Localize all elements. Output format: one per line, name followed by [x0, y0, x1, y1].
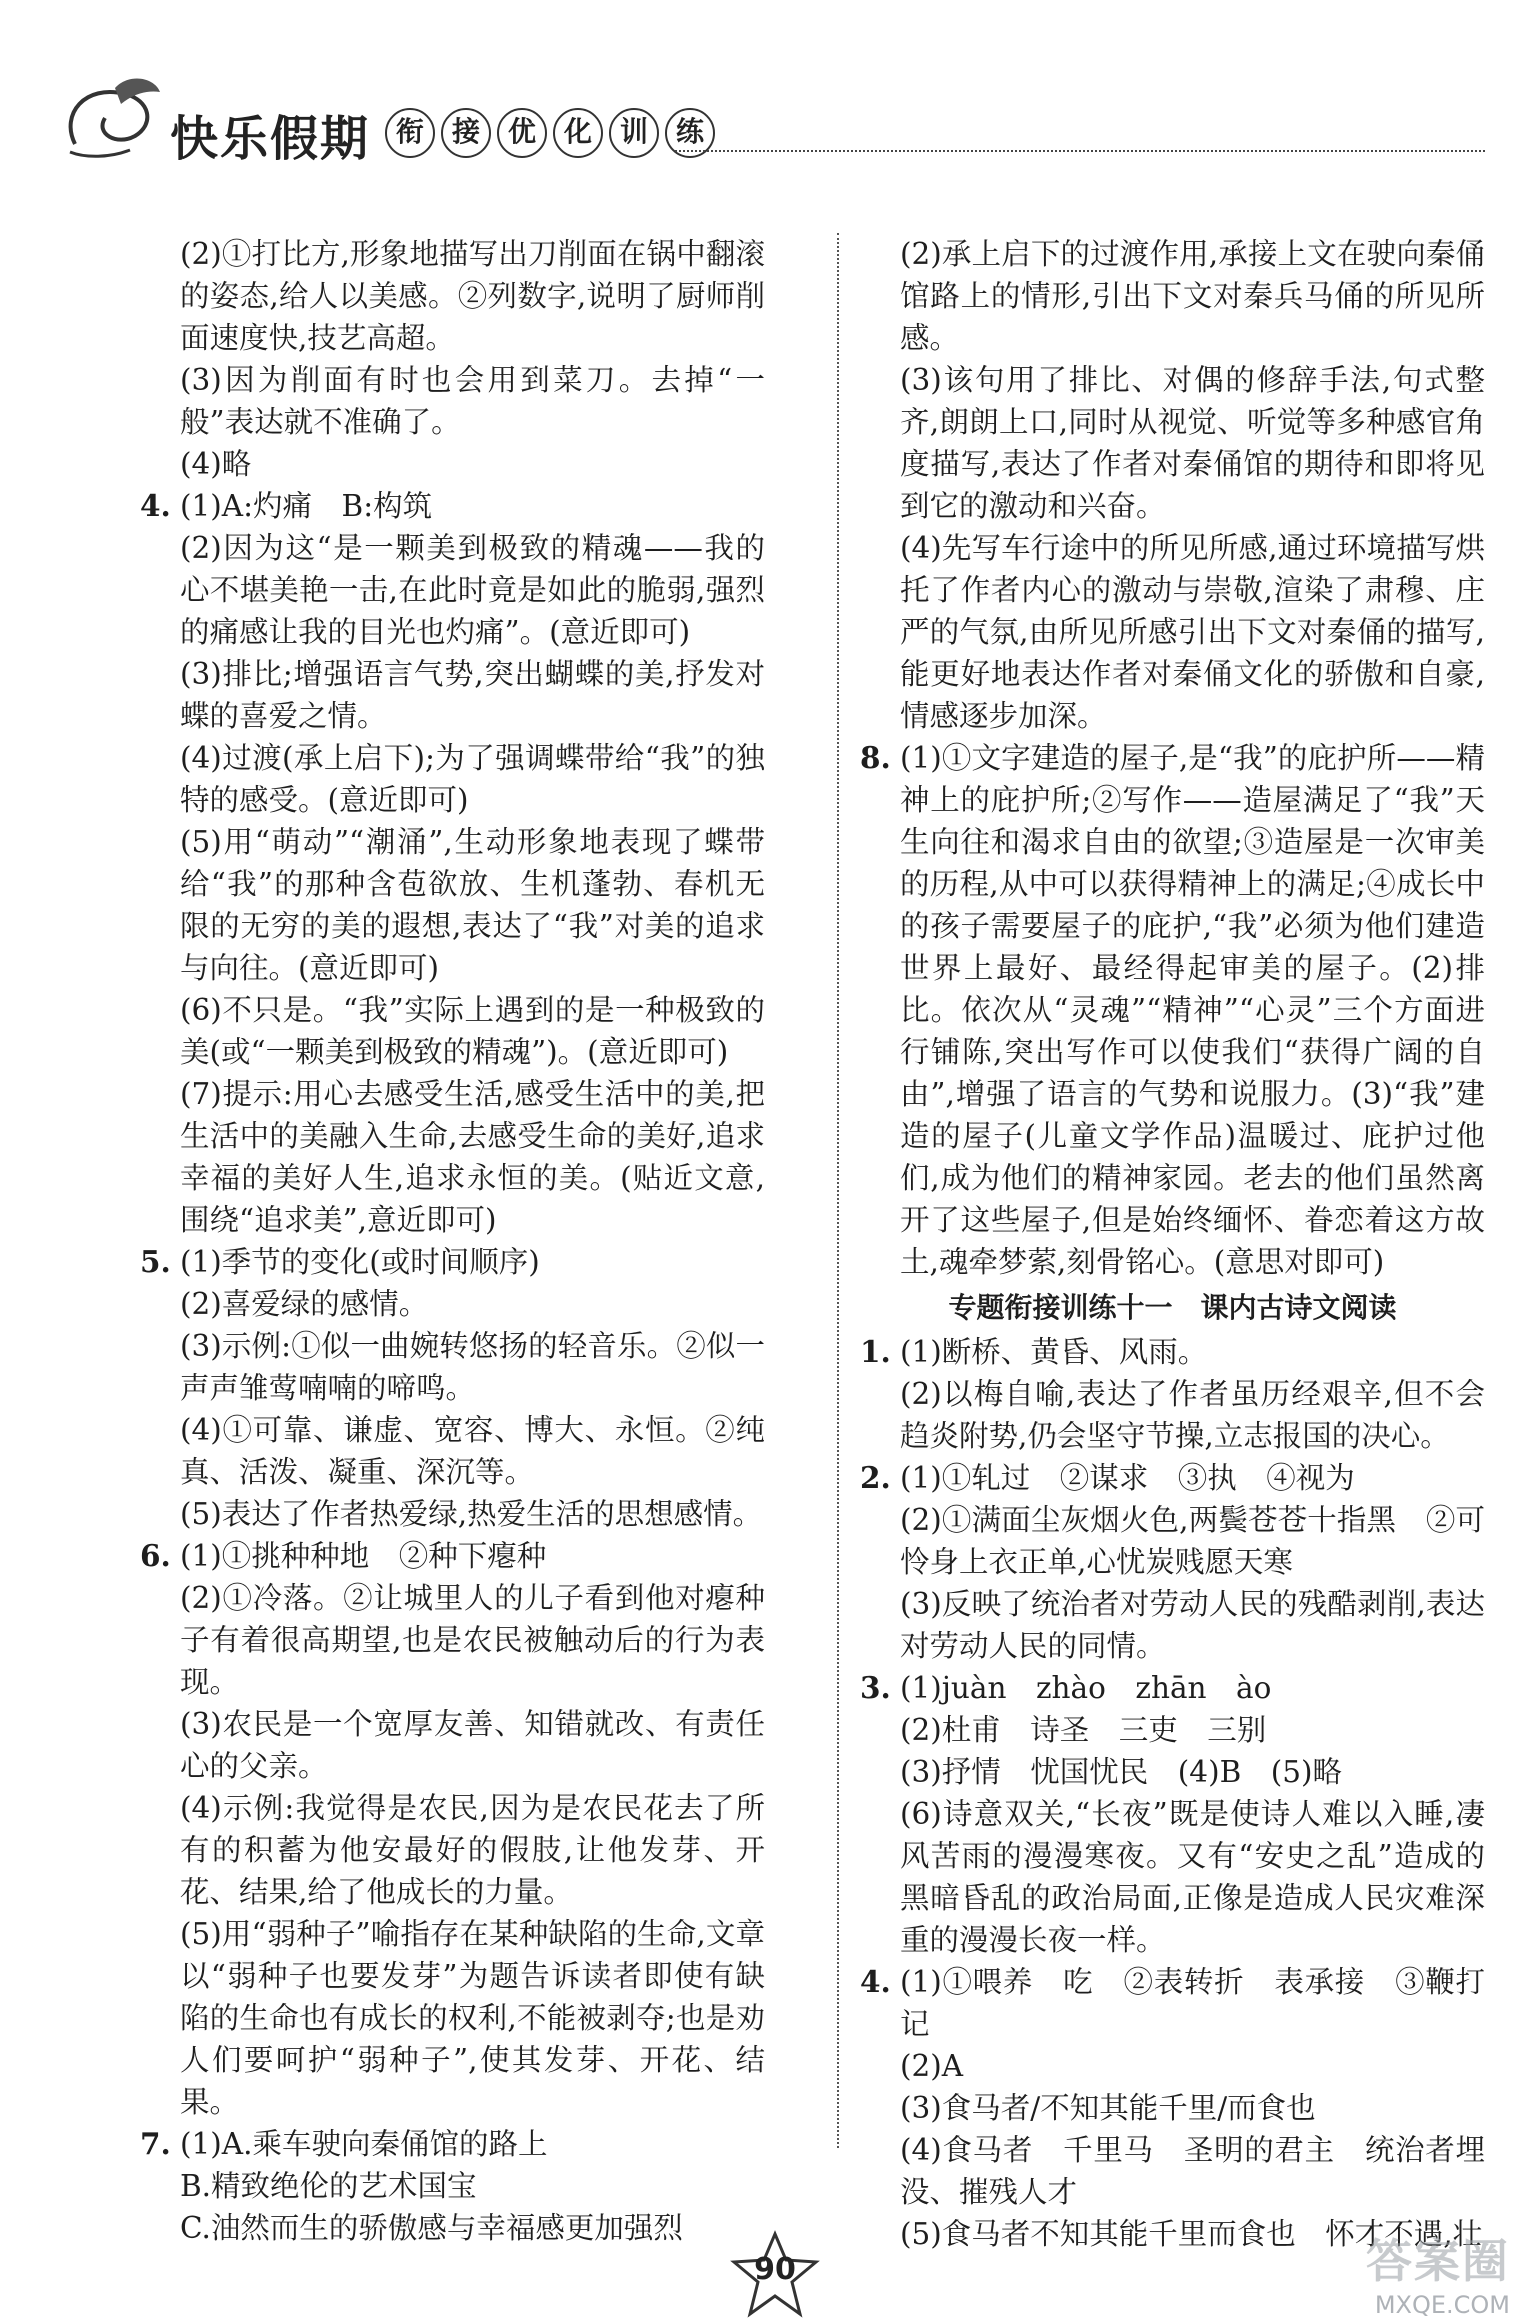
answer-text: (4)①可靠、谦虚、宽容、博大、永恒。②纯真、活泼、凝重、深沉等。 — [180, 1413, 765, 1489]
page-number-badge — [730, 2230, 820, 2320]
page-number: 90 — [754, 2252, 796, 2287]
answer-subitem — [860, 527, 1485, 737]
header-divider — [675, 150, 1485, 152]
answer-text: (2)①冷落。②让城里人的儿子看到他对瘪种子有着很高期望,也是农民被触动后的行为表现。 — [180, 1581, 765, 1699]
page-header — [55, 70, 1485, 180]
answer-text: (6)不只是。“我”实际上遇到的是一种极致的美(或“一颗美到极致的精魂”)。(意近即可) — [180, 993, 765, 1069]
subtitle-chip: 优 — [497, 108, 547, 158]
answer-text: (1)断桥、黄昏、风雨。 — [900, 1335, 1208, 1369]
answer-text: (1)A.乘车驶向秦俑馆的路上 — [180, 2127, 548, 2161]
answer-text: (4)略 — [180, 447, 252, 481]
answer-subitem — [140, 1577, 765, 1703]
answer-text: (3)抒情 忧国忧民 (4)B (5)略 — [900, 1755, 1343, 1789]
answer-text: (1)①文字建造的屋子,是“我”的庇护所——精神上的庇护所;②写作——造屋满足了“我”天生向往和渴求自由的欲望;③造屋是一次审美的历程,从中可以获得精神上的满足;④成长中的孩子需要屋子的庇护,“我”必须为他们建造世界上最好、最经得起审美的屋子。(2)排比。依次从“灵魂”“精神”“心灵”三个方面进行铺陈,突出写作可以使我们“获得广阔的自由”,增强了语言的气势和说服力。(3)“我”建造的屋子(儿童文学作品)温暖过、庇护过他们,成为他们的精神家园。老去的他们虽然离开了这些屋子,但是始终缅怀、眷恋着这方故土,魂牵梦萦,刻骨铭心。(意思对即可) — [900, 741, 1485, 1279]
answer-subitem — [860, 1373, 1485, 1457]
leaf-swirl-logo-icon — [55, 74, 165, 164]
answer-subitem — [860, 1793, 1485, 1961]
answer-item — [140, 2123, 765, 2165]
question-number: 2. — [860, 1460, 891, 1495]
answer-item — [860, 1457, 1485, 1499]
question-number: 5. — [140, 1244, 171, 1279]
column-divider — [837, 233, 839, 2148]
subtitle-chip: 化 — [553, 108, 603, 158]
answer-subitem — [860, 1751, 1485, 1793]
subtitle-chip: 训 — [609, 108, 659, 158]
answer-text: (5)表达了作者热爱绿,热爱生活的思想感情。 — [180, 1497, 763, 1531]
answer-text: (2)①打比方,形象地描写出刀削面在锅中翻滚的姿态,给人以美感。②列数字,说明了厨师削面速度快,技艺高超。 — [180, 237, 765, 355]
answer-subitem — [140, 1325, 765, 1409]
answer-subitem — [140, 1703, 765, 1787]
question-number: 3. — [860, 1670, 891, 1705]
answer-subitem — [860, 2087, 1485, 2129]
answer-text: (1)①挑种种地 ②种下瘪种 — [180, 1539, 547, 1573]
answer-text: (2)①满面尘灰烟火色,两鬓苍苍十指黑 ②可怜身上衣正单,心忧炭贱愿天寒 — [900, 1503, 1485, 1579]
answer-subitem — [140, 2165, 765, 2207]
answer-text: (3)反映了统治者对劳动人民的残酷剥削,表达对劳动人民的同情。 — [900, 1587, 1485, 1663]
answer-text: (5)用“萌动”“潮涌”,生动形象地表现了蝶带给“我”的那种含苞欲放、生机蓬勃、春机无限的无穷的美的遐想,表达了“我”对美的追求与向往。(意近即可) — [180, 825, 765, 985]
answer-text: B.精致绝伦的艺术国宝 — [180, 2169, 477, 2203]
answer-subitem — [140, 443, 765, 485]
answer-text: (3)排比;增强语言气势,突出蝴蝶的美,抒发对蝶的喜爱之情。 — [180, 657, 765, 733]
answer-text: (1)①轧过 ②谋求 ③执 ④视为 — [900, 1461, 1355, 1495]
left-answer-column — [140, 233, 765, 2249]
answer-item — [140, 485, 765, 527]
answer-text: (2)以梅自喻,表达了作者虽历经艰辛,但不会趋炎附势,仍会坚守节操,立志报国的决心。 — [900, 1377, 1485, 1453]
answer-subitem — [140, 1073, 765, 1241]
answer-text: (4)示例:我觉得是农民,因为是农民花去了所有的积蓄为他安最好的假肢,让他发芽、开花、结果,给了他成长的力量。 — [180, 1791, 765, 1909]
answer-text: (2)杜甫 诗圣 三吏 三别 — [900, 1713, 1267, 1747]
answer-subitem — [140, 821, 765, 989]
answer-text: (1)juàn zhào zhān ào — [900, 1671, 1272, 1705]
answer-subitem — [140, 1409, 765, 1493]
subtitle-chip: 衔 — [385, 108, 435, 158]
question-number: 1. — [860, 1334, 891, 1369]
answer-subitem — [140, 359, 765, 443]
answer-text: C.油然而生的骄傲感与幸福感更加强烈 — [180, 2211, 683, 2245]
answer-subitem — [140, 2207, 765, 2249]
answer-subitem — [860, 2045, 1485, 2087]
answer-text: (7)提示:用心去感受生活,感受生活中的美,把生活中的美融入生命,去感受生命的美好,追求幸福的美好人生,追求永恒的美。(贴近文意,围绕“追求美”,意近即可) — [180, 1077, 765, 1237]
answer-text: (2)A — [900, 2049, 964, 2083]
question-number: 8. — [860, 740, 891, 775]
answer-text: (4)先写车行途中的所见所感,通过环境描写烘托了作者内心的激动与崇敬,渲染了肃穆、庄严的气氛,由所见所感引出下文对秦俑的描写,能更好地表达作者对秦俑文化的骄傲和自豪,情感逐步加深。 — [900, 531, 1485, 733]
answer-subitem — [860, 359, 1485, 527]
answer-subitem — [860, 2129, 1485, 2213]
answer-text: (5)食马者不知其能千里而食也 怀才不遇,壮 — [900, 2217, 1483, 2251]
answer-subitem — [140, 233, 765, 359]
answer-subitem — [860, 233, 1485, 359]
answer-text: (6)诗意双关,“长夜”既是使诗人难以入睡,凄风苦雨的漫漫寒夜。又有“安史之乱”造成的黑暗昏乱的政治局面,正像是造成人民灾难深重的漫漫长夜一样。 — [900, 1797, 1485, 1957]
answer-text: (3)示例:①似一曲婉转悠扬的轻音乐。②似一声声雏莺喃喃的啼鸣。 — [180, 1329, 765, 1405]
watermark-logo-text: 答案圈 — [1366, 2234, 1510, 2288]
site-watermark — [1350, 2225, 1510, 2319]
question-number: 6. — [140, 1538, 171, 1573]
watermark-url: MXQE.COM — [1374, 2291, 1510, 2319]
right-answer-column — [860, 233, 1515, 2255]
question-number: 7. — [140, 2126, 171, 2161]
answer-item — [140, 1241, 765, 1283]
answer-subitem — [860, 1499, 1485, 1583]
question-number: 4. — [140, 488, 171, 523]
answer-item — [860, 737, 1485, 1283]
answer-text: (5)用“弱种子”喻指存在某种缺陷的生命,文章以“弱种子也要发芽”为题告诉读者即使有缺陷的生命也有成长的权利,不能被剥夺;也是劝人们要呵护“弱种子”,使其发芽、开花、结果。 — [180, 1917, 765, 2119]
answer-subitem — [140, 1283, 765, 1325]
answer-subitem — [140, 1493, 765, 1535]
answer-text: (3)因为削面有时也会用到菜刀。去掉“一般”表达就不准确了。 — [180, 363, 765, 439]
answer-subitem — [860, 1583, 1485, 1667]
answer-subitem — [140, 737, 765, 821]
answer-text: (3)农民是一个宽厚友善、知错就改、有责任心的父亲。 — [180, 1707, 765, 1783]
subtitle-chip: 练 — [665, 108, 715, 158]
answer-text: (4)食马者 千里马 圣明的君主 统治者埋没、摧残人才 — [900, 2133, 1485, 2209]
answer-subitem — [860, 1709, 1485, 1751]
answer-text: (1)A:灼痛 B:构筑 — [180, 489, 433, 523]
answer-item — [860, 1331, 1485, 1373]
answer-item — [860, 1667, 1485, 1709]
brand-subtitle-chips — [385, 108, 715, 158]
answer-subitem — [140, 1913, 765, 2123]
brand-title: 快乐假期 — [170, 111, 371, 167]
answer-subitem — [140, 653, 765, 737]
answer-text: (2)喜爱绿的感情。 — [180, 1287, 429, 1321]
subtitle-chip: 接 — [441, 108, 491, 158]
answer-item — [140, 1535, 765, 1577]
answer-subitem — [140, 527, 765, 653]
answer-subitem — [140, 989, 765, 1073]
answer-text: (4)过渡(承上启下);为了强调蝶带给“我”的独特的感受。(意近即可) — [180, 741, 765, 817]
answer-item — [860, 1961, 1515, 2045]
question-number: 4. — [860, 1964, 891, 1999]
section-title: 专题衔接训练十一 课内古诗文阅读 — [948, 1291, 1397, 1324]
answer-text: (1)季节的变化(或时间顺序) — [180, 1245, 540, 1279]
answer-text: (2)承上启下的过渡作用,承接上文在驶向秦俑馆路上的情形,引出下文对秦兵马俑的所见所感。 — [900, 237, 1485, 355]
answer-text: (3)该句用了排比、对偶的修辞手法,句式整齐,朗朗上口,同时从视觉、听觉等多种感官角度描写,表达了作者对秦俑馆的期待和即将见到它的激动和兴奋。 — [900, 363, 1485, 523]
answer-text: (2)因为这“是一颗美到极致的精魂——我的心不堪美艳一击,在此时竟是如此的脆弱,强烈的痛感让我的目光也灼痛”。(意近即可) — [180, 531, 765, 649]
answer-text: (3)食马者/不知其能千里/而食也 — [900, 2091, 1316, 2125]
answer-subitem — [140, 1787, 765, 1913]
answer-text: (1)①喂养 吃 ②表转折 表承接 ③鞭打 记 — [900, 1965, 1515, 2041]
